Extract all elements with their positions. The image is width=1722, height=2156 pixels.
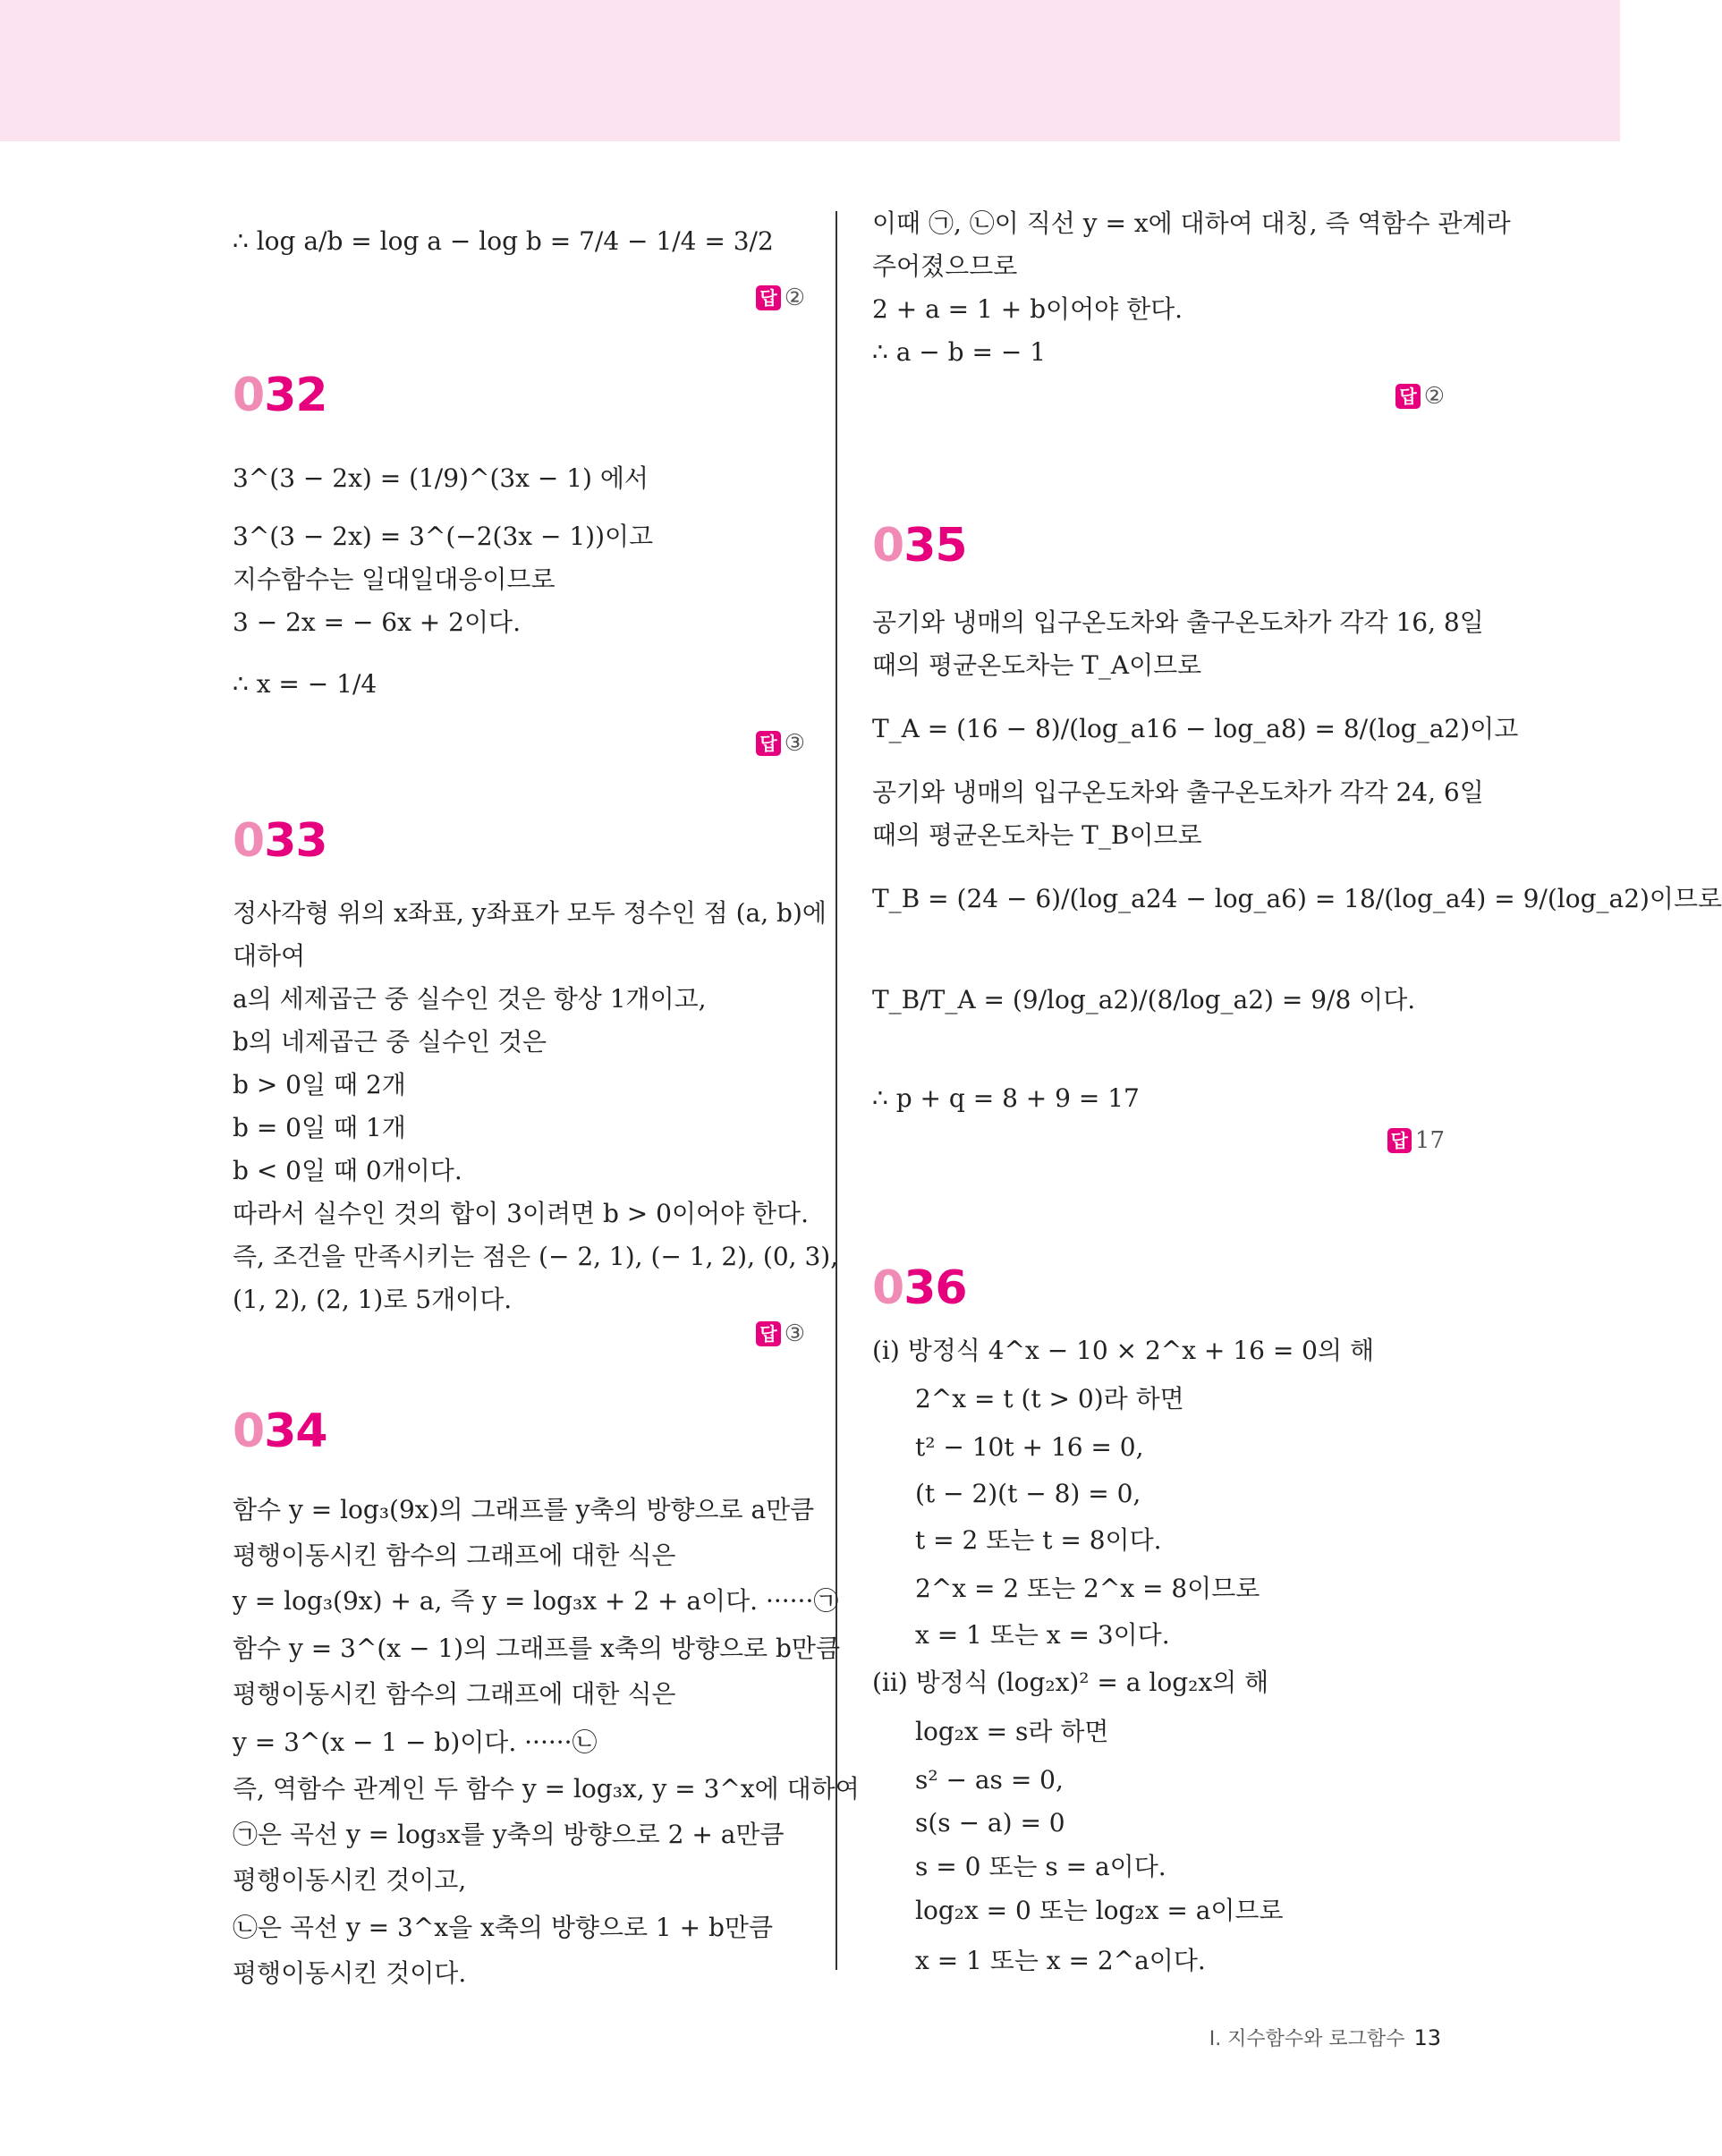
solution-034-cont-line: 이때 ㉠, ㉡이 직선 y = x에 대하여 대칭, 즉 역함수 관계라: [872, 208, 1511, 238]
solution-035-line: 때의 평균온도차는 T_A이므로: [872, 650, 1202, 680]
solution-036-line: x = 1 또는 x = 3이다.: [915, 1620, 1170, 1650]
answer-031: 답 ②: [756, 283, 805, 312]
solution-034-line: 평행이동시킨 함수의 그래프에 대한 식은: [233, 1541, 676, 1570]
solution-033-line: 따라서 실수인 것의 합이 3이려면 b > 0이어야 한다.: [233, 1199, 809, 1228]
solution-034-line: 평행이동시킨 것이고,: [233, 1865, 467, 1895]
solution-035-line: ∴ p + q = 8 + 9 = 17: [872, 1083, 1140, 1113]
solution-036-line: s = 0 또는 s = a이다.: [915, 1852, 1166, 1881]
header-band: [0, 0, 1620, 141]
solution-033-line: b의 네제곱근 중 실수인 것은: [233, 1027, 547, 1057]
solution-036-line: t² − 10t + 16 = 0,: [915, 1432, 1144, 1462]
solution-036-line: s² − as = 0,: [915, 1765, 1064, 1795]
solution-034-cont-line: 2 + a = 1 + b이어야 한다.: [872, 294, 1183, 324]
solution-036-line: log₂x = 0 또는 log₂x = a이므로: [915, 1896, 1284, 1925]
solution-034-cont-line: 주어졌으므로: [872, 251, 1018, 281]
solution-036-line: (i) 방정식 4^x − 10 × 2^x + 16 = 0의 해: [872, 1336, 1374, 1365]
problem-number-032: 032: [233, 369, 327, 422]
solution-033-line: 정사각형 위의 x좌표, y좌표가 모두 정수인 점 (a, b)에: [233, 898, 827, 928]
solution-032-line: ∴ x = − 1/4: [233, 669, 377, 699]
solution-033-line: a의 세제곱근 중 실수인 것은 항상 1개이고,: [233, 984, 707, 1014]
solution-036-line: log₂x = s라 하면: [915, 1717, 1109, 1746]
solution-036-line: t = 2 또는 t = 8이다.: [915, 1525, 1162, 1555]
answer-034: 답 ②: [1395, 381, 1445, 411]
answer-033: 답 ③: [756, 1319, 805, 1348]
solution-034-line: 즉, 역함수 관계인 두 함수 y = log₃x, y = 3^x에 대하여: [233, 1774, 860, 1804]
answer-badge: 답: [1387, 1128, 1412, 1153]
solution-035-line: T_B = (24 − 6)/(log_a24 − log_a6) = 18/(log_a4) = 9/(log_a2)이므로: [872, 884, 1722, 913]
solution-034-line: ㉠은 곡선 y = log₃x를 y축의 방향으로 2 + a만큼: [233, 1820, 785, 1849]
solution-031-conclusion: ∴ log a/b = log a − log b = 7/4 − 1/4 = 3/2: [233, 226, 774, 256]
problem-number-035: 035: [872, 519, 967, 573]
problem-number-033: 033: [233, 814, 327, 868]
solution-032-line: 3^(3 − 2x) = (1/9)^(3x − 1) 에서: [233, 463, 649, 493]
solution-035-line: 때의 평균온도차는 T_B이므로: [872, 820, 1202, 850]
solution-036-line: (ii) 방정식 (log₂x)² = a log₂x의 해: [872, 1668, 1269, 1697]
answer-badge: 답: [756, 285, 780, 310]
solution-034-line: 평행이동시킨 것이다.: [233, 1958, 467, 1988]
page-number: 13: [1413, 2025, 1441, 2050]
solution-036-line: 2^x = t (t > 0)라 하면: [915, 1384, 1184, 1413]
solution-035-line: T_B/T_A = (9/log_a2)/(8/log_a2) = 9/8 이다.: [872, 985, 1416, 1014]
solution-033-line: (1, 2), (2, 1)로 5개이다.: [233, 1285, 513, 1314]
solution-034-line: 함수 y = 3^(x − 1)의 그래프를 x축의 방향으로 b만큼: [233, 1634, 841, 1663]
solution-033-line: b = 0일 때 1개: [233, 1113, 406, 1142]
solution-034-cont-line: ∴ a − b = − 1: [872, 337, 1047, 367]
solution-034-line: 평행이동시킨 함수의 그래프에 대한 식은: [233, 1679, 676, 1709]
solution-034-line: y = 3^(x − 1 − b)이다. ······㉡: [233, 1727, 598, 1757]
solution-036-line: s(s − a) = 0: [915, 1808, 1065, 1838]
solution-034-line: ㉡은 곡선 y = 3^x을 x축의 방향으로 1 + b만큼: [233, 1913, 774, 1942]
answer-badge: 답: [756, 731, 780, 756]
column-divider: [836, 211, 837, 1970]
solution-032-line: 3 − 2x = − 6x + 2이다.: [233, 607, 521, 637]
chapter-title: Ⅰ. 지수함수와 로그함수: [1209, 2028, 1405, 2050]
solution-032-line: 지수함수는 일대일대응이므로: [233, 564, 556, 594]
solution-033-line: b < 0일 때 0개이다.: [233, 1156, 462, 1185]
solution-033-line: 즉, 조건을 만족시키는 점은 (− 2, 1), (− 1, 2), (0, 3),: [233, 1242, 839, 1271]
answer-032: 답 ③: [756, 728, 805, 758]
solution-035-line: 공기와 냉매의 입구온도차와 출구온도차가 각각 24, 6일: [872, 777, 1484, 807]
solution-036-line: x = 1 또는 x = 2^a이다.: [915, 1946, 1206, 1975]
solution-034-line: y = log₃(9x) + a, 즉 y = log₃x + 2 + a이다. ······㉠: [233, 1586, 839, 1616]
solution-034-line: 함수 y = log₃(9x)의 그래프를 y축의 방향으로 a만큼: [233, 1495, 815, 1524]
solution-033-line: b > 0일 때 2개: [233, 1070, 406, 1099]
solution-036-line: (t − 2)(t − 8) = 0,: [915, 1479, 1141, 1508]
solution-035-line: T_A = (16 − 8)/(log_a16 − log_a8) = 8/(log_a2)이고: [872, 714, 1519, 743]
solution-033-line: 대하여: [233, 941, 306, 971]
solution-032-line: 3^(3 − 2x) = 3^(−2(3x − 1))이고: [233, 522, 654, 551]
page-footer: [1209, 2024, 1441, 2053]
problem-number-034: 034: [233, 1405, 327, 1458]
problem-number-036: 036: [872, 1261, 967, 1315]
answer-badge: 답: [756, 1321, 780, 1346]
solution-035-line: 공기와 냉매의 입구온도차와 출구온도차가 각각 16, 8일: [872, 607, 1484, 637]
answer-badge: 답: [1395, 384, 1420, 409]
solution-036-line: 2^x = 2 또는 2^x = 8이므로: [915, 1574, 1260, 1603]
answer-035: 답 17: [1387, 1125, 1445, 1155]
